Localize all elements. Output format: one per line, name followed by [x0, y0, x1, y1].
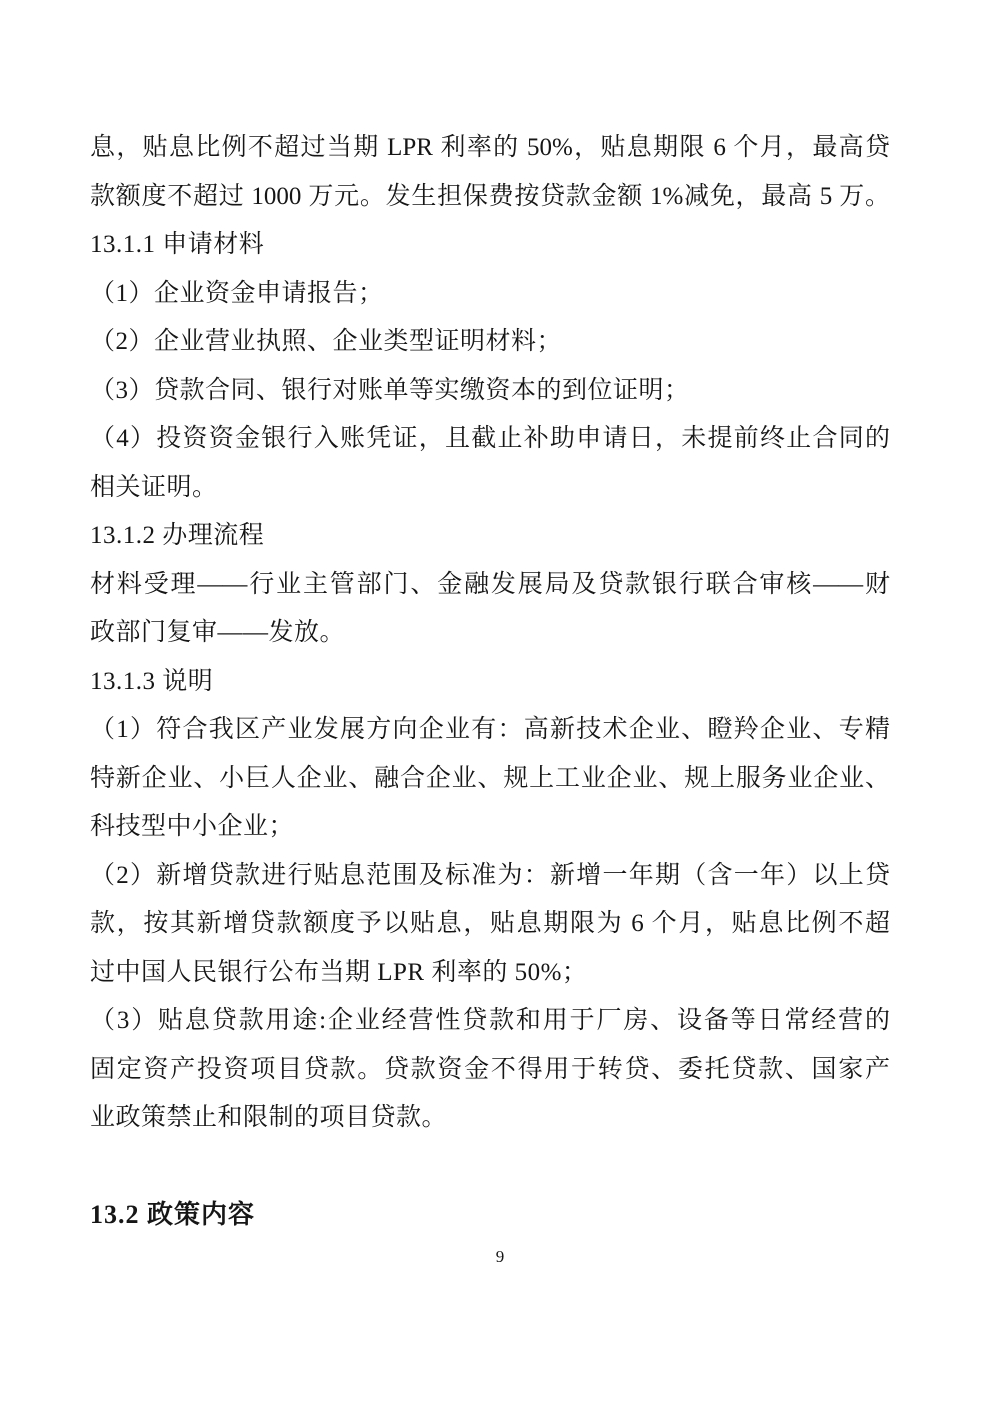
text-line: （2）新增贷款进行贴息范围及标准为：新增一年期（含一年）以上贷 — [90, 861, 890, 889]
text-line: 特新企业、小巨人企业、融合企业、规上工业企业、规上服务业企业、 — [90, 764, 890, 792]
text-line: 13.1.2 办理流程 — [90, 522, 265, 549]
text-line: 材料受理——行业主管部门、金融发展局及贷款银行联合审核——财 — [90, 570, 890, 598]
text-line: 相关证明。 — [90, 473, 218, 501]
text-line: （1）企业资金申请报告； — [90, 279, 384, 307]
text-line: 13.1.1 申请材料 — [90, 231, 265, 258]
section-heading: 13.2 政策内容 — [90, 1200, 256, 1229]
text-line: 13.1.3 说明 — [90, 667, 214, 695]
text-line: 业政策禁止和限制的项目贷款。 — [90, 1104, 448, 1131]
text-line: 固定资产投资项目贷款。贷款资金不得用于转贷、委托贷款、国家产 — [90, 1055, 890, 1083]
text-line: 科技型中小企业； — [90, 813, 295, 840]
text-line: 过中国人民银行公布当期 LPR 利率的 50%； — [90, 958, 588, 986]
text-line: （3）贷款合同、银行对账单等实缴资本的到位证明； — [90, 376, 690, 404]
document-body — [90, 124, 890, 1240]
page-number: 9 — [495, 1247, 505, 1266]
text-line: （3）贴息贷款用途:企业经营性贷款和用于厂房、设备等日常经营的 — [90, 1007, 890, 1034]
text-line: 款，按其新增贷款额度予以贴息，贴息期限为 6 个月，贴息比例不超 — [90, 910, 890, 937]
text-line: 政部门复审——发放。 — [90, 619, 346, 646]
text-line: 款额度不超过 1000 万元。发生担保费按贷款金额 1%减免，最高 5 万。 — [90, 182, 890, 210]
text-line: （2）企业营业执照、企业类型证明材料； — [90, 328, 563, 355]
text-line: （4）投资资金银行入账凭证，且截止补助申请日，未提前终止合同的 — [90, 425, 890, 452]
body-lines — [90, 124, 890, 1143]
text-line: 息，贴息比例不超过当期 LPR 利率的 50%，贴息期限 6 个月，最高贷 — [90, 134, 890, 161]
text-line: （1）符合我区产业发展方向企业有：高新技术企业、瞪羚企业、专精 — [90, 716, 890, 743]
